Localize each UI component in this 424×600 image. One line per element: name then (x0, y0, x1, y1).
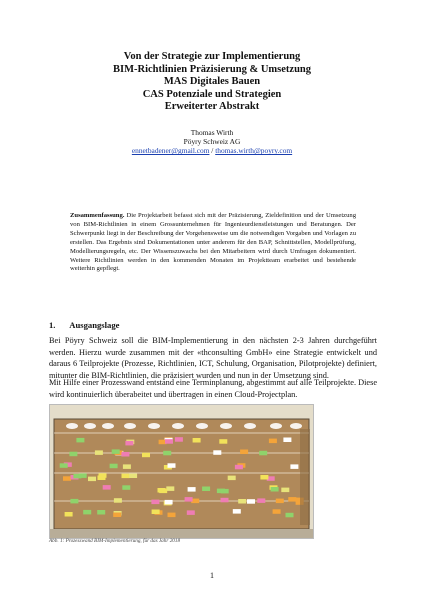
photo-sticky-note-75 (168, 513, 176, 518)
photo-sticky-note-67 (151, 500, 159, 505)
photo-sticky-note-55 (271, 487, 279, 492)
paragraph-1: Bei Pöyry Schweiz soll die BIM-Implementierung in den nächsten 2-3 Jahren durchgeführt werden. Hierzu wurde zusammen mit der «thconsulting GmbH» eine Strategie entwickelt und daraus 6 Teilprojekte (Prozesse, Richtlinien, ICT, Schulung, Organisation, Pilotprojekte) definiert, mitunter die BIM-Richtlinien, die präzisiert wurden und nun in der Umsetzung sind. (49, 336, 377, 380)
photo-sticky-note-0 (193, 438, 201, 443)
photo-milestone-oval-6 (196, 423, 208, 429)
section-heading (49, 320, 119, 330)
photo-sticky-note-70 (257, 498, 265, 503)
photo-sticky-note-82 (286, 513, 294, 518)
photo-sticky-note-45 (166, 486, 174, 491)
author-block (40, 128, 384, 156)
photo-sticky-note-21 (259, 451, 267, 456)
photo-sticky-note-10 (125, 441, 133, 446)
photo-sticky-note-4 (76, 438, 84, 443)
author-name: Thomas Wirth (190, 128, 234, 137)
abstract-keyword: Zusammenfassung. (70, 212, 125, 219)
photo-sticky-note-54 (221, 489, 229, 494)
photo-sticky-note-33 (122, 474, 130, 479)
photo-sticky-note-69 (276, 499, 284, 504)
photo-sticky-note-81 (113, 513, 121, 518)
photo-sticky-note-50 (202, 487, 210, 492)
photo-sticky-note-18 (69, 452, 77, 457)
photo-right-shadow (300, 429, 310, 525)
photo-sticky-note-79 (187, 510, 195, 515)
photo-sticky-note-72 (97, 510, 105, 515)
author-affiliation: Pöyry Schweiz AG (183, 137, 241, 147)
photo-sticky-note-62 (70, 499, 78, 504)
photo-sticky-note-71 (273, 509, 281, 514)
photo-sticky-note-42 (98, 476, 106, 481)
photo-sticky-note-60 (238, 499, 246, 504)
photo-sticky-note-19 (213, 450, 221, 455)
page-number: 1 (210, 571, 214, 580)
photo-sticky-note-74 (65, 512, 73, 517)
photo-milestone-oval-4 (148, 423, 160, 429)
photo-sticky-note-49 (103, 485, 111, 490)
photo-sticky-note-24 (290, 464, 298, 469)
photo-milestone-oval-10 (290, 423, 302, 429)
photo-sticky-note-5 (219, 439, 227, 444)
section-title: Ausgangslage (69, 320, 120, 330)
photo-sticky-note-78 (233, 509, 241, 513)
title-line-4: CAS Potenziale und Strategien (142, 88, 282, 100)
photo-sticky-note-17 (112, 449, 120, 454)
photo-milestone-oval-0 (66, 423, 78, 429)
abstract-text: Die Projektarbeit befasst sich mit der Präzisierung, Zieldefinition und der Umsetzung von BIM-Richtlinien in einem Grossunternehmen für Ingenieurdienstleistungen und Beratungen. Der Schwerpunkt liegt in der Beschreibung der Vorgehensweise um die notwendigen Vorgaben und Vorlagen zu erstellen. Das Ergebnis sind Dokumentationen unter anderem für den BAP, Schnittstellen, Modellprüfung, Modellierungsregeln, etc. Der Wissenszuwachs bei den Mitarbeitern wird durch Umfragen dokumentiert. Weitere Richtlinien werden in den kommenden Monaten im Projektteam erarbeitet und bestehende weiterhin gepflegt. (70, 212, 356, 273)
photo-milestone-oval-2 (102, 423, 114, 429)
photo-sticky-note-20 (163, 451, 171, 456)
photo-sticky-note-29 (60, 463, 68, 468)
photo-milestone-oval-3 (124, 423, 136, 429)
photo-sticky-note-13 (142, 453, 150, 458)
photo-sticky-note-61 (165, 500, 173, 505)
photo-sticky-note-31 (168, 463, 176, 468)
photo-sticky-note-65 (185, 497, 193, 502)
photo-sticky-note-37 (63, 476, 71, 481)
photo-sticky-note-22 (121, 452, 129, 457)
photo-sticky-note-52 (159, 489, 167, 494)
photo-sticky-note-66 (288, 497, 296, 502)
title-line-5: Erweiterter Abstrakt (164, 101, 260, 113)
photo-sticky-note-51 (188, 487, 196, 492)
abstract (70, 212, 356, 274)
photo-milestone-oval-9 (270, 423, 282, 429)
figure-caption: Abb. 1: Prozesswand BIM-Implementierung, für das Jahr 2018 (49, 538, 181, 544)
photo-sticky-note-23 (123, 464, 131, 469)
photo-sticky-note-64 (221, 498, 229, 503)
paragraph-2: Mit Hilfe einer Prozesswand entstand eine Terminplanung, abgestimmt auf alle Teilprojekte. Diese wird kontinuierlich überabeitet und übertragen in einen Cloud-Projectplan. (49, 378, 377, 399)
photo-sticky-note-46 (281, 488, 289, 493)
photo-sticky-note-34 (228, 476, 236, 481)
photo-milestone-oval-5 (172, 423, 184, 429)
author-emails (40, 146, 384, 155)
photo-sticky-note-41 (129, 474, 137, 479)
photo-sticky-note-27 (110, 464, 118, 469)
title-line-1: Von der Strategie zur Implementierung (123, 51, 301, 62)
photo-sticky-note-28 (235, 465, 243, 470)
process-wall-photo (49, 404, 314, 539)
photo-sticky-note-7 (283, 438, 291, 443)
photo-milestone-oval-8 (244, 423, 256, 429)
photo-sticky-note-32 (88, 477, 96, 482)
photo-sticky-note-6 (175, 437, 183, 442)
photo-floor (50, 529, 313, 538)
email-link-1[interactable]: ennetbadener@gmail.com (131, 146, 210, 156)
photo-milestone-oval-1 (84, 423, 96, 429)
email-link-2[interactable]: thomas.wirth@poyry.com (215, 146, 293, 156)
photo-sticky-note-56 (247, 499, 255, 504)
photo-sticky-note-16 (240, 450, 248, 455)
photo-sticky-note-38 (260, 475, 268, 480)
photo-sticky-note-47 (122, 485, 130, 490)
section-number: 1. (49, 320, 56, 330)
photo-sticky-note-12 (95, 450, 103, 455)
email-separator: / (209, 146, 216, 156)
photo-sticky-note-76 (83, 510, 91, 515)
photo-sticky-note-77 (152, 510, 160, 515)
photo-sticky-note-43 (79, 473, 87, 478)
photo-paper-sheet (54, 419, 309, 529)
paper-title (40, 51, 384, 114)
photo-sticky-note-11 (165, 439, 173, 444)
process-wall-illustration (50, 405, 313, 538)
title-line-3: MAS Digitales Bauen (163, 76, 261, 88)
title-line-2: BIM-Richtlinien Präzisierung & Umsetzung (112, 63, 312, 75)
photo-sticky-note-68 (114, 498, 122, 503)
photo-milestone-oval-7 (220, 423, 232, 429)
photo-sticky-note-2 (269, 439, 277, 444)
